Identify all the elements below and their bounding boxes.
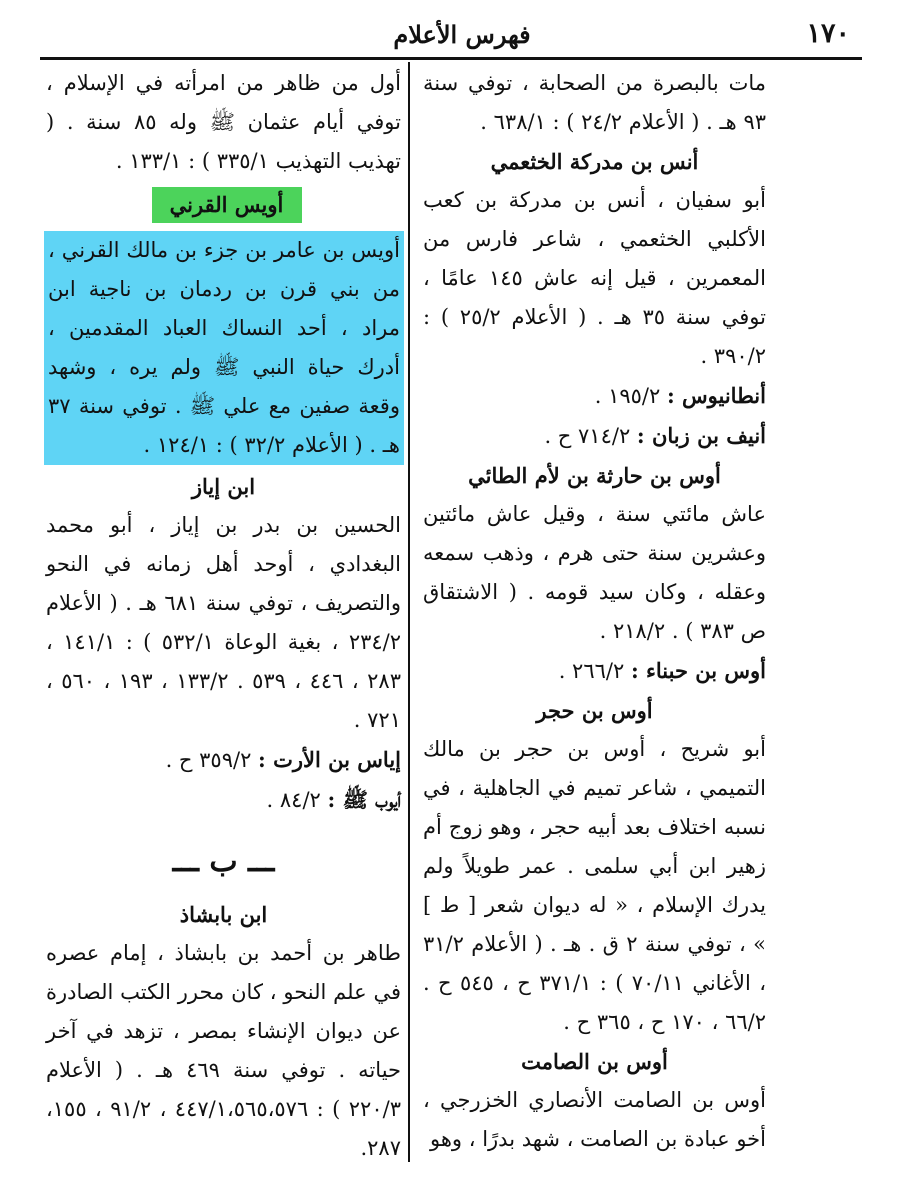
- entry-text: الحسين بن بدر بن إياز ، أبو محمد البغدادي ، أوحد أهل زمانه في النحو والتصريف ، توفي سنة ٦٨١ هـ . ( الأعلام ٢٣٤/٢ ، بغية الوعاة ٥٣٢/١ ) : ١٤١/١ ، ٢٨٣ ، ٤٤٦ ، ٥٣٩ . ١٣٣/٢ ، ١٩٣ ، ٥٦٠ ، ٧٢١ .: [46, 513, 402, 732]
- entry-text: مات بالبصرة من الصحابة ، توفي سنة ٩٣ هـ . ( الأعلام ٢٤/٢ ) : ٦٣٨/١ .: [423, 71, 766, 134]
- runin-entry: [46, 780, 401, 820]
- runin-ref: ٢٦٦/٢ .: [558, 659, 631, 683]
- runin-ref: ٧١٤/٢ ح .: [544, 424, 637, 448]
- entry-text: أول من ظاهر من امرأته في الإسلام ، توفي أيام عثمان ﷺ وله ٨٥ سنة . ( تهذيب التهذيب ٣٣٥/١ ) : ١٣٣/١ .: [46, 71, 402, 173]
- entry-heading: أوس بن حجر: [536, 698, 653, 723]
- runin-ref: ٨٤/٢ .: [266, 788, 328, 812]
- runin-entry: [423, 416, 766, 456]
- entry-text: أوس بن الصامت الأنصاري الخزرجي ، أخو عبادة بن الصامت ، شهد بدرًا ، وهو: [423, 1088, 766, 1151]
- entry-heading: أوس بن حارثة بن لأم الطائي: [468, 463, 721, 488]
- entry-text: أبو سفيان ، أنس بن مدركة بن كعب الأكلبي الخثعمي ، شاعر فارس من المعمرين ، قيل إنه عاش ١٤٥ عامًا ، توفي سنة ٣٥ هـ . ( الأعلام ٢٥/٢ ) : ٣٩٠/٢ .: [423, 188, 766, 368]
- runin-name: أوس بن حبناء :: [630, 658, 766, 683]
- runin-name: أنيف بن زبان :: [636, 423, 766, 448]
- runin-ref: ١٩٥/٢ .: [594, 384, 667, 408]
- runin-name: أنطانيوس :: [666, 383, 766, 408]
- runin-entry: [423, 376, 766, 416]
- entry-text: أويس بن عامر بن جزء بن مالك القرني ، من بني قرن بن ردمان بن ناجية ابن مراد ، أحد النساك العباد المقدمين ، أدرك حياة النبي ﷺ ولم يره ، وشهد وقعة صفين مع علي ﷺ . توفي سنة ٣٧ هـ . ( الأعلام ٣٢/٢ ) : ١٢٤/١ .: [48, 238, 400, 457]
- runin-ref: ٣٥٩/٢ ح .: [165, 748, 259, 772]
- entry-heading: ابن بابشاذ: [179, 902, 268, 927]
- entry-heading: أنس بن مدركة الخثعمي: [490, 149, 699, 174]
- entry-heading: أوس بن الصامت: [521, 1049, 668, 1074]
- runin-entry: [46, 740, 401, 780]
- running-title: فهرس الأعلام: [393, 20, 531, 49]
- right-column: [423, 64, 766, 1159]
- entry-heading: ابن إياز: [191, 474, 256, 499]
- entry-text: طاهر بن أحمد بن بابشاذ ، إمام عصره في علم النحو ، كان محرر الكتب الصادرة عن ديوان الإنشاء بمصر ، تزهد في آخر حياته . توفي سنة ٤٦٩ هـ . ( الأعلام ٢٢٠/٣ ) : ٤٤٧/١،٥٦٥،٥٧٦ ، ٩١/٢ ، ١٥٥، ٢٨٧.: [46, 941, 402, 1160]
- highlighted-heading: أويس القرني: [152, 187, 302, 223]
- page-number: ١٧٠: [806, 18, 850, 49]
- header-rule: [40, 57, 862, 60]
- entry-text: عاش مائتي سنة ، وقيل عاش مائتين وعشرين سنة حتى هرم ، وذهب سمعه وعقله ، وكان سيد قومه . ( الاشتقاق ص ٣٨٣ ) . ٢١٨/٢ .: [423, 502, 766, 643]
- runin-name: أيوب ﷺ :: [327, 787, 401, 812]
- letter-section-heading: ـــ ب ـــ: [172, 844, 275, 879]
- entry-text: أبو شريح ، أوس بن حجر بن مالك التميمي ، شاعر تميم في الجاهلية ، في نسبه اختلاف بعد أبيه حجر ، وهو زوج أم زهير ابن أبي سلمى . عمر طويلاً ولم يدرك الإسلام ، « له ديوان شعر [ ط ] » ، توفي سنة ٢ ق . هـ . ( الأعلام ٣١/٢ ، الأغاني ٧٠/١١ ) : ٣٧١/١ ح ، ٥٤٥ ح . ٦٦/٢ ، ١٧٠ ح ، ٣٦٥ ح .: [423, 737, 767, 1034]
- page-header: [52, 18, 850, 56]
- runin-entry: [423, 651, 766, 691]
- runin-name: إياس بن الأرت :: [258, 747, 401, 772]
- left-column: [46, 64, 401, 1168]
- column-divider: [408, 62, 410, 1162]
- highlighted-entry: [44, 231, 404, 465]
